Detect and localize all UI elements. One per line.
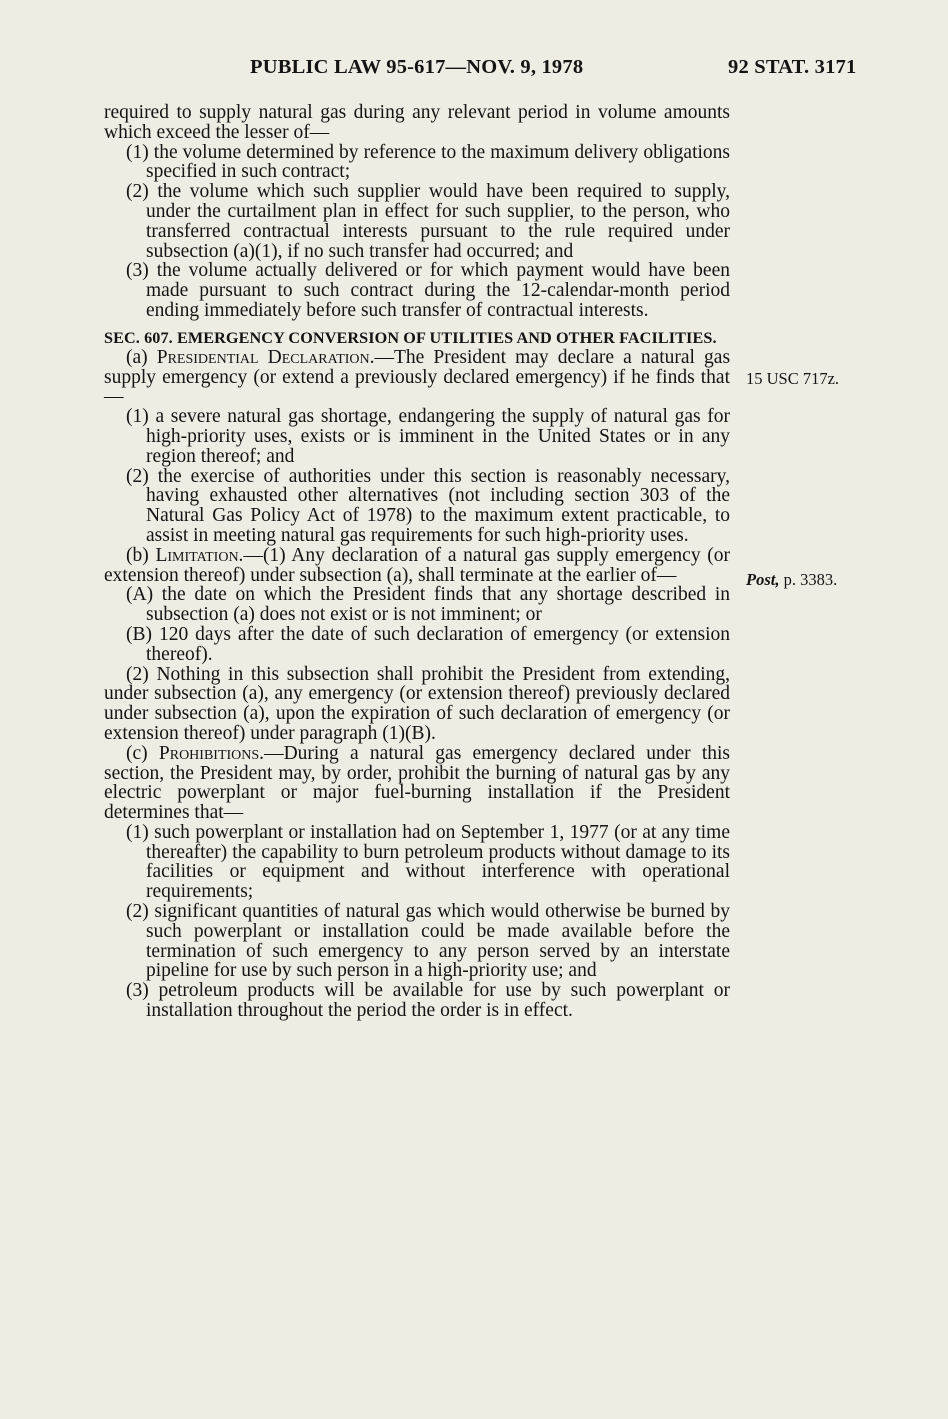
- subsection-a-text: —The President may declare a natural gas supply emergency (or extend a previously declared emergency) if he finds that—: [104, 346, 731, 408]
- margin-note-post-rest: p. 3383.: [779, 570, 838, 589]
- intro-item-3: (3) the volume actually delivered or for which payment would have been made pursuant to such contract during the 12-calendar-month period ending immediately before such transfer of contractual interests.: [126, 260, 730, 321]
- margin-note-post-italic: Post,: [746, 570, 780, 589]
- subsection-a-heading: Presidential Declaration.: [156, 346, 375, 368]
- subsection-c-heading: Prohibitions.: [158, 742, 265, 764]
- subsection-c-item-3: (3) petroleum products will be available for use by such powerplant or installation throughout the period the order is in effect.: [126, 980, 730, 1022]
- subsection-b-text: —(1) Any declaration of a natural gas supply emergency (or extension thereof) under subsection (a), shall terminate at the earlier of—: [104, 544, 730, 586]
- subsection-c-label: (c): [126, 742, 148, 764]
- margin-note-usc: 15 USC 717z.: [746, 369, 840, 388]
- intro-item-1: (1) the volume determined by reference to the maximum delivery obligations specified in such contract;: [126, 141, 730, 183]
- body-text: [104, 103, 730, 1021]
- subsection-c-text: —During a natural gas emergency declared under this section, the President may, by order, prohibit the burning of natural gas by any electric powerplant or major fuel-burning installation if the President determines that—: [104, 742, 730, 824]
- page-header: [0, 56, 948, 82]
- subsection-b-item-b: (B) 120 days after the date of such declaration of emergency (or extension thereof).: [126, 623, 730, 665]
- intro-item-2: (2) the volume which such supplier would have been required to supply, under the curtailment plan in effect for such supplier, to the person, who transferred contractual interests pursuant to the rule required under subsection (a)(1), if no such transfer had occurred; and: [126, 181, 730, 262]
- intro-text: required to supply natural gas during any relevant period in volume amounts which exceed the lesser of—: [104, 102, 730, 143]
- subsection-b-paragraph-2: (2) Nothing in this subsection shall prohibit the President from extending, under subsection (a), any emergency (or extension thereof) previously declared under subsection (a), upon the expiration of such declaration of emergency (or extension thereof) under paragraph (1)(B).: [104, 663, 730, 744]
- subsection-a-item-1: (1) a severe natural gas shortage, endangering the supply of natural gas for high-priority uses, exists or is imminent in the United States or in any region thereof; and: [126, 406, 730, 467]
- margin-note-post: [746, 570, 837, 590]
- subsection-c: [104, 744, 730, 823]
- statute-page-number: 92 STAT. 3171: [728, 56, 857, 78]
- subsection-b-item-a: (A) the date on which the President finds that any shortage described in subsection (a) does not exist or is not imminent; or: [126, 584, 730, 626]
- subsection-a: [104, 348, 730, 407]
- subsection-a-item-2: (2) the exercise of authorities under this section is reasonably necessary, having exhausted other alternatives (not including section 303 of the Natural Gas Policy Act of 1978) to the maximum extent practicable, to assist in meeting natural gas requirements for such high-priority uses.: [126, 465, 730, 546]
- section-heading: SEC. 607. EMERGENCY CONVERSION OF UTILITIES AND OTHER FACILITIES.: [104, 328, 717, 347]
- subsection-b-label: (b): [126, 544, 149, 566]
- public-law-title: PUBLIC LAW 95-617—NOV. 9, 1978: [250, 56, 584, 78]
- subsection-a-label: (a): [126, 346, 148, 368]
- subsection-c-item-1: (1) such powerplant or installation had on September 1, 1977 (or at any time thereafter) the capability to burn petroleum products without damage to its facilities or equipment and without interference with operational requirements;: [126, 821, 730, 903]
- subsection-b-heading: Limitation.: [155, 544, 244, 566]
- subsection-c-item-2: (2) significant quantities of natural gas which would otherwise be burned by such powerplant or installation could be made available before the termination of such emergency to any person served by an interstate pipeline for use by such person in a high-priority use; and: [126, 901, 730, 982]
- subsection-b: [104, 546, 730, 586]
